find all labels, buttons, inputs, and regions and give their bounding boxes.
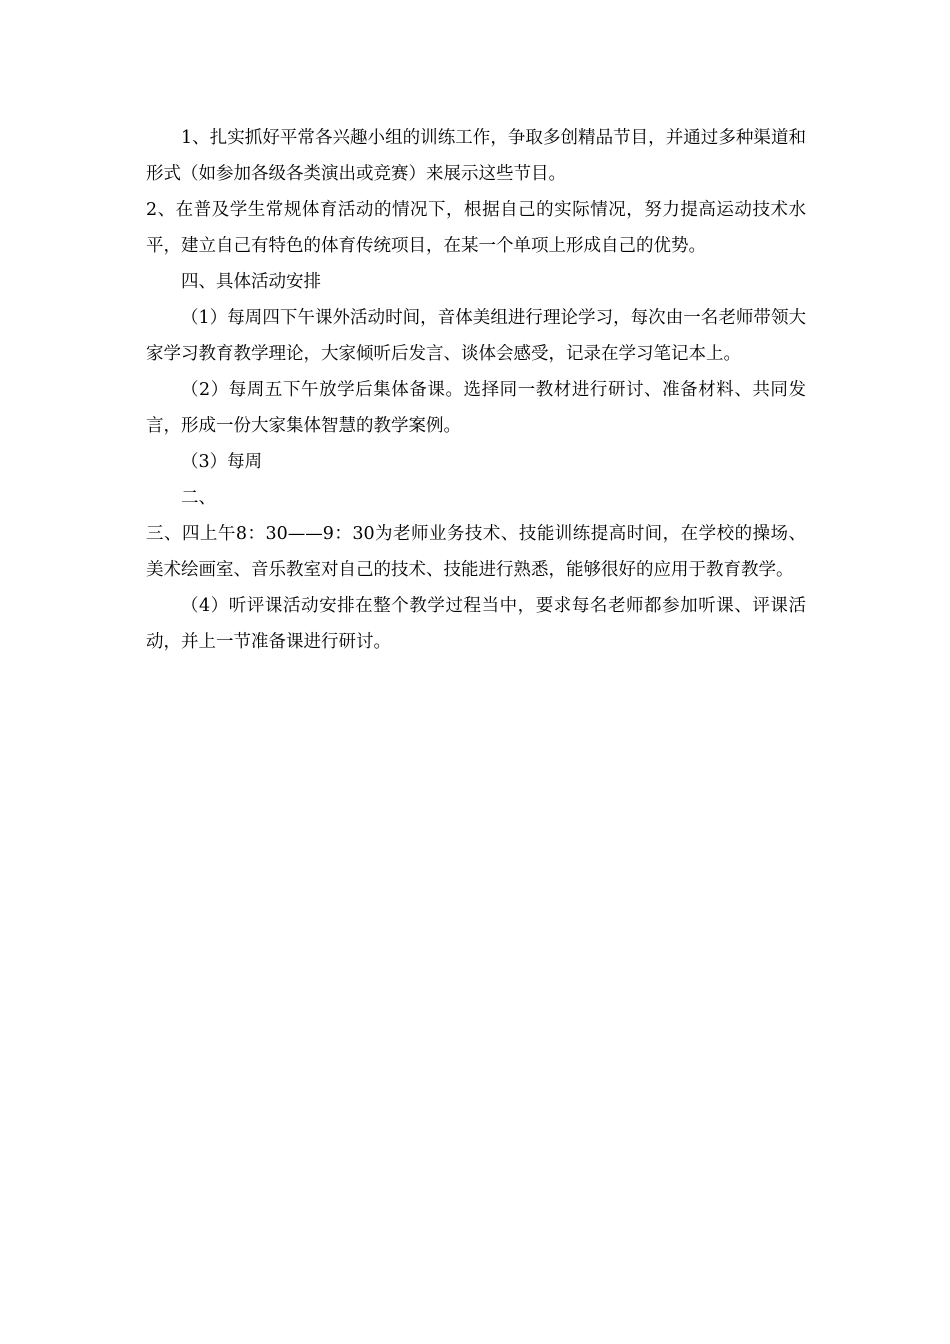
paragraph-item-2: （2）每周五下午放学后集体备课。选择同一教材进行研讨、准备材料、共同发言，形成一份大家集体智慧的教学案例。 [146, 380, 806, 436]
paragraph-2: 2、在普及学生常规体育活动的情况下，根据自己的实际情况，努力提高运动技术水平，建立自己有特色的体育传统项目，在某一个单项上形成自己的优势。 [146, 200, 806, 256]
paragraph-item-3-detail: 三、四上午8：30——9：30为老师业务技术、技能训练提高时间，在学校的操场、美术绘画室、音乐教室对自己的技术、技能进行熟悉，能够很好的应用于教育教学。 [146, 524, 806, 580]
paragraph-item-4: （4）听评课活动安排在整个教学过程当中，要求每名老师都参加听课、评课活动，并上一节准备课进行研讨。 [146, 596, 806, 652]
paragraph-item-3: （3）每周 [181, 452, 263, 472]
paragraph-item-3-continued: 二、 [181, 488, 216, 508]
section-heading-activity-arrangement: 四、具体活动安排 [181, 272, 321, 292]
paragraph-1: 1、扎实抓好平常各兴趣小组的训练工作，争取多创精品节目，并通过多种渠道和形式（如参加各级各类演出或竞赛）来展示这些节目。 [146, 128, 806, 184]
document-body [146, 120, 806, 660]
paragraph-item-1: （1）每周四下午课外活动时间，音体美组进行理论学习，每次由一名老师带领大家学习教育教学理论，大家倾听后发言、谈体会感受，记录在学习笔记本上。 [146, 308, 806, 364]
